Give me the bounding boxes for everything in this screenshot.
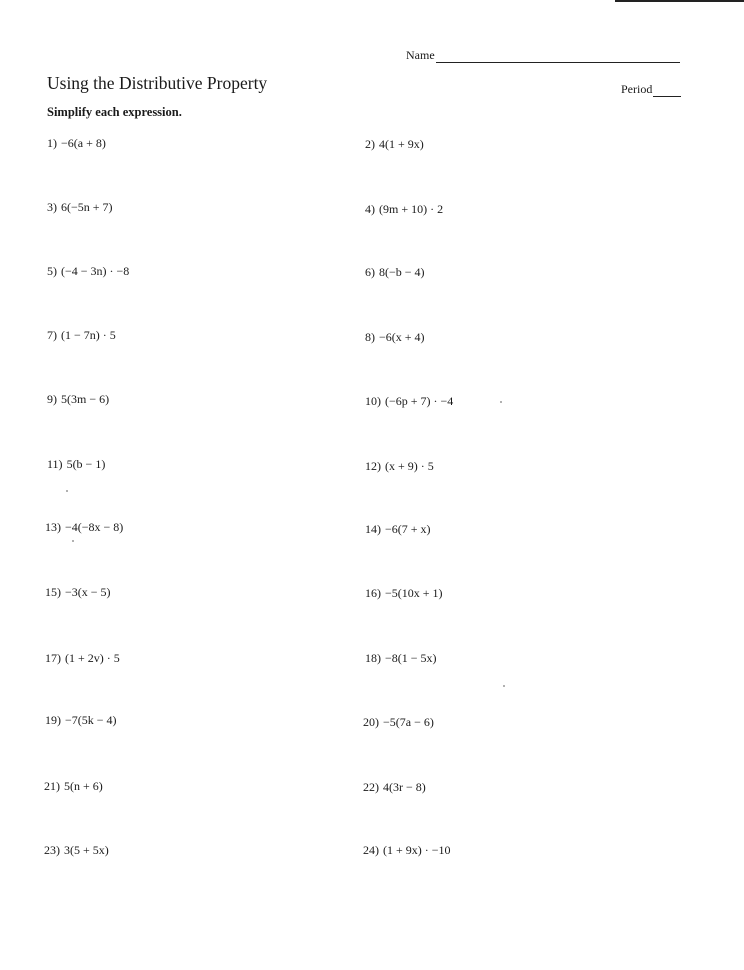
- problem-expression: 5(n + 6): [64, 779, 103, 793]
- problem-19: [45, 713, 117, 728]
- problem-expression: 6(−5n + 7): [61, 200, 113, 214]
- problem-number: 19): [45, 713, 61, 727]
- problem-9: [47, 392, 109, 407]
- problem-number: 17): [45, 651, 61, 665]
- problem-number: 20): [363, 715, 379, 729]
- name-blank-line[interactable]: [436, 50, 680, 63]
- problem-22: [363, 780, 426, 795]
- page-edge-line: [615, 0, 744, 2]
- problem-3: [47, 200, 113, 215]
- problem-number: 10): [365, 394, 381, 408]
- problem-number: 21): [44, 779, 60, 793]
- problem-expression: (9m + 10) · 2: [379, 202, 444, 216]
- problem-number: 16): [365, 586, 381, 600]
- problem-17: [45, 651, 120, 666]
- problem-expression: −5(7a − 6): [383, 715, 434, 729]
- problem-18: [365, 651, 437, 666]
- problem-expression: (1 − 7n) · 5: [61, 328, 116, 342]
- problem-expression: −5(10x + 1): [385, 586, 443, 600]
- problem-expression: (x + 9) · 5: [385, 459, 434, 473]
- problem-24: [363, 843, 451, 858]
- problem-number: 9): [47, 392, 57, 406]
- problem-23: [44, 843, 109, 858]
- problem-number: 11): [47, 457, 63, 471]
- problem-number: 1): [47, 136, 57, 150]
- problem-21: [44, 779, 103, 794]
- problem-4: [365, 202, 443, 217]
- problem-expression: 5(3m − 6): [61, 392, 110, 406]
- period-label: Period: [621, 82, 653, 96]
- problem-expression: −8(1 − 5x): [385, 651, 437, 665]
- problem-12: [365, 459, 434, 474]
- problem-6: [365, 265, 425, 280]
- problem-16: [365, 586, 443, 601]
- scan-speck: [503, 685, 505, 687]
- problem-number: 12): [365, 459, 381, 473]
- problem-number: 13): [45, 520, 61, 534]
- problem-number: 22): [363, 780, 379, 794]
- problem-expression: (1 + 9x) · −10: [383, 843, 451, 857]
- problem-expression: −4(−8x − 8): [65, 520, 124, 534]
- instructions: Simplify each expression.: [47, 105, 182, 119]
- problem-expression: 3(5 + 5x): [64, 843, 109, 857]
- problem-number: 8): [365, 330, 375, 344]
- problem-expression: −6(7 + x): [385, 522, 431, 536]
- problem-number: 6): [365, 265, 375, 279]
- problem-11: [47, 457, 105, 472]
- problem-expression: −6(a + 8): [61, 136, 106, 150]
- scan-speck: [500, 401, 502, 403]
- problem-10: [365, 394, 453, 409]
- problem-20: [363, 715, 434, 730]
- problem-number: 5): [47, 264, 57, 278]
- problem-expression: (−6p + 7) · −4: [385, 394, 454, 408]
- problem-1: [47, 136, 106, 151]
- problem-number: 18): [365, 651, 381, 665]
- problem-expression: 5(b − 1): [66, 457, 106, 471]
- problem-2: [365, 137, 424, 152]
- problem-7: [47, 328, 116, 343]
- problem-number: 14): [365, 522, 381, 536]
- problem-5: [47, 264, 129, 279]
- problem-expression: (−4 − 3n) · −8: [61, 264, 130, 278]
- problem-number: 2): [365, 137, 375, 151]
- problem-8: [365, 330, 425, 345]
- problem-13: [45, 520, 123, 535]
- scan-speck: [72, 540, 74, 542]
- scan-speck: [66, 490, 68, 492]
- period-field[interactable]: [621, 82, 681, 97]
- problem-number: 3): [47, 200, 57, 214]
- problem-expression: −7(5k − 4): [65, 713, 117, 727]
- problem-expression: 4(1 + 9x): [379, 137, 424, 151]
- name-field[interactable]: [406, 48, 680, 63]
- problem-number: 4): [365, 202, 375, 216]
- worksheet-title: Using the Distributive Property: [47, 73, 268, 93]
- problem-14: [365, 522, 431, 537]
- problem-expression: −3(x − 5): [65, 585, 111, 599]
- problem-expression: 4(3r − 8): [383, 780, 426, 794]
- problem-15: [45, 585, 111, 600]
- problem-number: 24): [363, 843, 379, 857]
- problem-number: 15): [45, 585, 61, 599]
- period-blank-line[interactable]: [653, 84, 681, 97]
- problem-expression: 8(−b − 4): [379, 265, 425, 279]
- problem-expression: −6(x + 4): [379, 330, 425, 344]
- problem-expression: (1 + 2v) · 5: [65, 651, 120, 665]
- problem-number: 23): [44, 843, 60, 857]
- problem-number: 7): [47, 328, 57, 342]
- name-label: Name: [406, 48, 435, 62]
